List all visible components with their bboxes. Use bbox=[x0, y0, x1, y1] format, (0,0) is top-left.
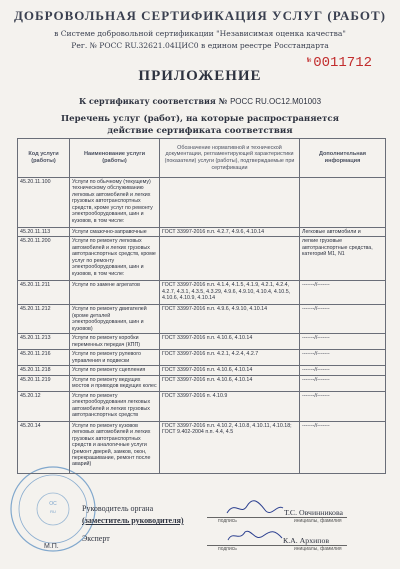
cell-standard: ГОСТ 33997-2016 п.п. 4.10.6, 4.10.14 bbox=[160, 334, 300, 350]
cell-info: -------//------- bbox=[300, 375, 386, 391]
cell-service: Услуги по ремонту ведущих мостов и приводов ведущих колес bbox=[70, 375, 160, 391]
cell-code: 45.20.14 bbox=[18, 421, 70, 473]
signature-block bbox=[0, 504, 400, 569]
table-row bbox=[18, 281, 386, 305]
cell-service: Услуги по обычному (текущему) техническому обслуживанию легковых автомобилей и легких грузовых автотранспортных средств, кроме услуг по ремонту электрооборудования, шин и кузовов, в том числе: bbox=[70, 178, 160, 228]
expert-label: Эксперт bbox=[82, 534, 110, 543]
cell-standard: ГОСТ 33997-2016 п.п. 4.10.6, 4.10.14 bbox=[160, 375, 300, 391]
cell-code: 45.20.11.113 bbox=[18, 228, 70, 237]
system-title: ДОБРОВОЛЬНАЯ СЕРТИФИКАЦИЯ УСЛУГ (РАБОТ) bbox=[13, 8, 387, 23]
cell-service: Услуги по замене агрегатов bbox=[70, 281, 160, 305]
cell-info: -------//------- bbox=[300, 391, 386, 421]
cell-info: -------//------- bbox=[300, 366, 386, 375]
appendix-title: ПРИЛОЖЕНИЕ bbox=[138, 68, 262, 84]
cell-info: -------//------- bbox=[300, 305, 386, 334]
table-header-row bbox=[18, 139, 386, 178]
cell-standard: ГОСТ 33997-2016 п.п. 4.10.2, 4.10.8, 4.10.11, 4.10.18; ГОСТ 9.402-2004 п.п. 4.4, 4.5 bbox=[160, 421, 300, 473]
svg-text:RU: RU bbox=[50, 509, 56, 514]
table-row bbox=[18, 334, 386, 350]
cell-standard: ГОСТ 33997-2016 п.п. 4.1.4, 4.1.5, 4.1.9, 4.2.1, 4.2.4, 4.2.7, 4.3.1, 4.3.5, 4.3.29, 4.9.6, 4.9.10, 4.10.4, 4.10.5, 4.10.6, 4.10.9, 4.10.14 bbox=[160, 281, 300, 305]
head-of-body-label: Руководитель органа bbox=[82, 504, 154, 513]
table-row bbox=[18, 178, 386, 228]
system-line: в Системе добровольной сертификации "Независимая оценка качества" bbox=[54, 29, 346, 38]
cell-info: -------//------- bbox=[300, 421, 386, 473]
cell-info: легкие грузовые автотранспортные средства, категорий М1, N1 bbox=[300, 237, 386, 281]
cell-standard: ГОСТ 33997-2016 п.п. 4.2.7, 4.9.6, 4.10.14 bbox=[160, 228, 300, 237]
cell-service: Услуги по ремонту рулевого управления и подвески bbox=[70, 350, 160, 366]
services-table bbox=[17, 138, 386, 474]
list-subtitle-1: Перечень услуг (работ), на которые распространяется bbox=[61, 114, 339, 124]
header-service: Наименование услуги (работы) bbox=[70, 139, 160, 178]
cell-info: -------//------- bbox=[300, 350, 386, 366]
cell-service: Услуги по ремонту двигателей (кроме деталей электрооборудования, шин и кузовов) bbox=[70, 305, 160, 334]
signature-caption-head: подпись bbox=[218, 518, 237, 524]
cert-number: РОСС RU.ОС12.М01003 bbox=[230, 97, 322, 106]
cell-info: -------//------- bbox=[300, 281, 386, 305]
table-row bbox=[18, 391, 386, 421]
cell-info: -------//------- bbox=[300, 334, 386, 350]
table-row bbox=[18, 366, 386, 375]
header-code: Код услуги (работы) bbox=[18, 139, 70, 178]
registry-line: Рег. № РОСС RU.32621.04ЦИС0 в едином реестре Росстандарта bbox=[71, 41, 329, 50]
cell-standard bbox=[160, 178, 300, 228]
cell-service: Услуги по ремонту коробки переменных передач (КПП) bbox=[70, 334, 160, 350]
table-row bbox=[18, 350, 386, 366]
table-row bbox=[18, 375, 386, 391]
initials-caption-expert: инициалы, фамилия bbox=[294, 546, 342, 552]
cell-service: Услуги по ремонту сцепления bbox=[70, 366, 160, 375]
header-standard: Обозначение нормативной и технической документации, регламентирующей характеристики (показатели) услуги (работы), подтверждаемые при сертификации bbox=[160, 139, 300, 178]
cell-service: Услуги по ремонту кузовов легковых автомобилей и легких грузовых автотранспортных средств и аналогичные услуги (ремонт дверей, замков, окон, перекрашивание, ремонт после аварий) bbox=[70, 421, 160, 473]
head-signature bbox=[225, 498, 285, 518]
head-name: Т.С. Овчинникова bbox=[284, 508, 343, 517]
cell-code: 45.20.11.219 bbox=[18, 375, 70, 391]
cell-standard: ГОСТ 33997-2016 п.п. 4.2.1, 4.2.4, 4.2.7 bbox=[160, 350, 300, 366]
header-info: Дополнительная информация bbox=[300, 139, 386, 178]
cell-code: 45.20.11.212 bbox=[18, 305, 70, 334]
cell-service: Услуги по ремонту электрооборудования легковых автомобилей и легких грузовых автотранспортных средств bbox=[70, 391, 160, 421]
cell-code: 45.20.11.100 bbox=[18, 178, 70, 228]
cell-code: 45.20.11.216 bbox=[18, 350, 70, 366]
deputy-label: (заместитель руководителя) bbox=[82, 516, 184, 525]
cell-service: Услуги по ремонту легковых автомобилей и легких грузовых автотранспортных средств, кроме услуг по ремонту электрооборудования, шин и кузовов, в том числе: bbox=[70, 237, 160, 281]
cell-code: 45.20.11.200 bbox=[18, 237, 70, 281]
cell-code: 45.20.11.213 bbox=[18, 334, 70, 350]
signature-caption-expert: подпись bbox=[218, 546, 237, 552]
list-subtitle-2: действие сертификата соответствия bbox=[107, 126, 293, 136]
table-row bbox=[18, 228, 386, 237]
cell-info: Легковые автомобили и bbox=[300, 228, 386, 237]
cell-standard: ГОСТ 33997-2016 п. 4.10.9 bbox=[160, 391, 300, 421]
table-row bbox=[18, 305, 386, 334]
serial-value: 0011712 bbox=[313, 55, 372, 71]
cell-code: 45.20.11.218 bbox=[18, 366, 70, 375]
expert-signature bbox=[225, 526, 285, 546]
svg-text:ОС: ОС bbox=[49, 501, 57, 507]
initials-caption-head: инициалы, фамилия bbox=[294, 518, 342, 524]
cell-standard: ГОСТ 33997-2016 п.п. 4.9.6, 4.9.10, 4.10.14 bbox=[160, 305, 300, 334]
expert-name: К.А. Архипов bbox=[283, 536, 330, 545]
cell-code: 45.20.11.211 bbox=[18, 281, 70, 305]
table-row bbox=[18, 237, 386, 281]
cell-standard bbox=[160, 237, 300, 281]
cell-info bbox=[300, 178, 386, 228]
certificate-reference bbox=[0, 96, 400, 106]
cell-standard: ГОСТ 33997-2016 п.п. 4.10.6, 4.10.14 bbox=[160, 366, 300, 375]
stamp-place-label: М.П. bbox=[44, 543, 59, 550]
table-row bbox=[18, 421, 386, 473]
cell-code: 45.20.12 bbox=[18, 391, 70, 421]
cell-service: Услуги смазочно-заправочные bbox=[70, 228, 160, 237]
serial-prefix: № bbox=[306, 57, 312, 65]
cert-prefix: К сертификату соответствия № bbox=[78, 96, 228, 106]
